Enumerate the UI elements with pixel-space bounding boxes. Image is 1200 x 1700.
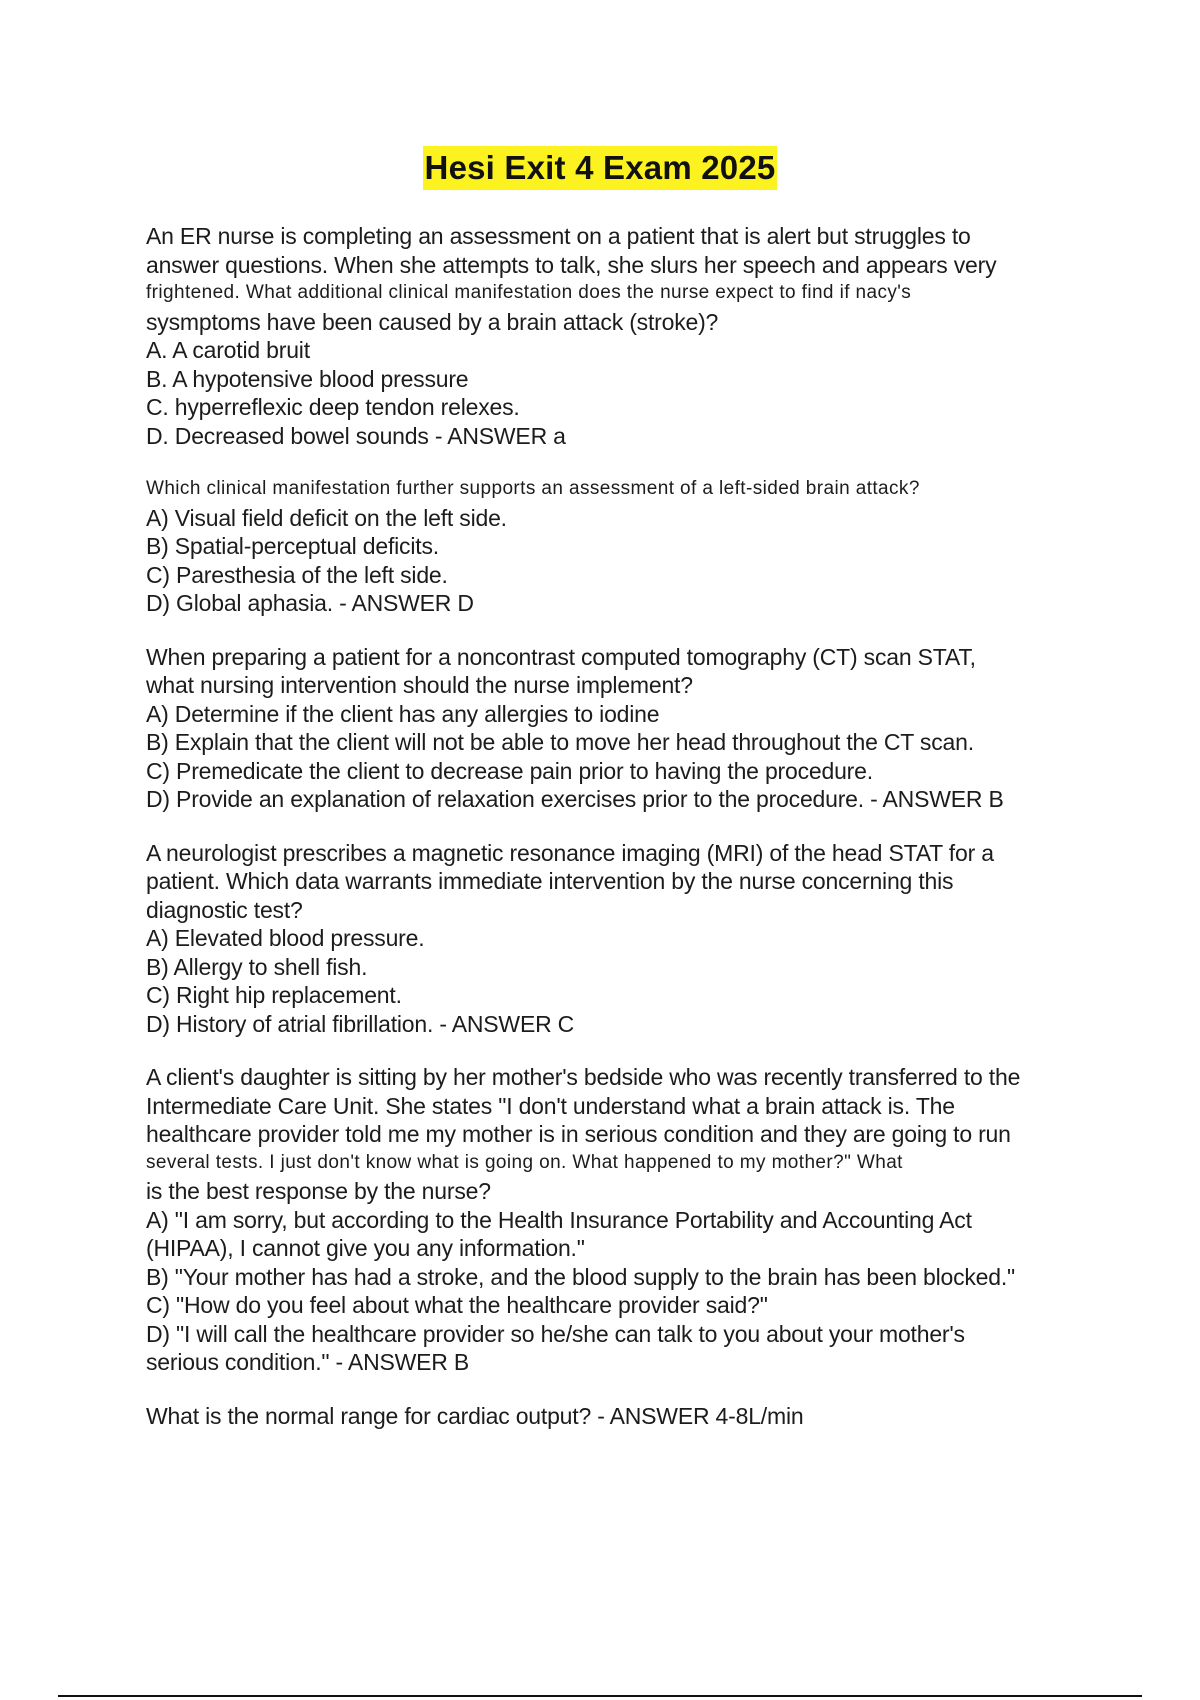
question-text-line: sysmptoms have been caused by a brain attack (stroke)? bbox=[146, 308, 719, 335]
answer-option: (HIPAA), I cannot give you any information." bbox=[146, 1235, 585, 1261]
question-text-line: frightened. What additional clinical manifestation does the nurse expect to find if nacy's bbox=[146, 282, 912, 303]
question-text-line: answer questions. When she attempts to talk, she slurs her speech and appears very bbox=[146, 251, 997, 278]
question-text-line: Intermediate Care Unit. She states "I don't understand what a brain attack is. The bbox=[146, 1092, 955, 1119]
answer-option: B) Explain that the client will not be able to move her head throughout the CT scan. bbox=[146, 729, 974, 755]
answer-option: serious condition." - ANSWER B bbox=[146, 1349, 470, 1375]
answer-option: C) Premedicate the client to decrease pain prior to having the procedure. bbox=[146, 757, 873, 784]
question-block bbox=[146, 839, 1086, 1039]
question-text-line: several tests. I just don't know what is going on. What happened to my mother?" What bbox=[146, 1151, 903, 1173]
question-list bbox=[146, 222, 1086, 1455]
answer-option: D) History of atrial fibrillation. - ANSWER C bbox=[146, 1010, 575, 1037]
answer-option: C) Paresthesia of the left side. bbox=[146, 561, 448, 588]
question-text-line: A neurologist prescribes a magnetic resonance imaging (MRI) of the head STAT for a bbox=[146, 839, 994, 866]
answer-option: D) "I will call the healthcare provider so he/she can talk to you about your mother's bbox=[146, 1320, 965, 1347]
question-block bbox=[146, 475, 1086, 618]
question-text-line: A client's daughter is sitting by her mother's bedside who was recently transferred to the bbox=[146, 1064, 1021, 1090]
answer-option: A) Determine if the client has any allergies to iodine bbox=[146, 700, 660, 727]
answer-option: A) "I am sorry, but according to the Health Insurance Portability and Accounting Act bbox=[146, 1206, 972, 1233]
question-block bbox=[146, 1063, 1086, 1377]
answer-option: A) Visual field deficit on the left side. bbox=[146, 504, 507, 531]
question-text-line: healthcare provider told me my mother is in serious condition and they are going to run bbox=[146, 1121, 1011, 1147]
question-text-line: What is the normal range for cardiac output? - ANSWER 4-8L/min bbox=[146, 1402, 804, 1429]
question-block bbox=[146, 222, 1086, 450]
answer-option: A) Elevated blood pressure. bbox=[146, 925, 425, 951]
question-block bbox=[146, 643, 1086, 814]
question-block bbox=[146, 1402, 1086, 1431]
question-text-line: is the best response by the nurse? bbox=[146, 1178, 491, 1204]
page-title: Hesi Exit 4 Exam 2025 bbox=[423, 146, 778, 190]
answer-option: D. Decreased bowel sounds - ANSWER a bbox=[146, 422, 566, 449]
question-text-line: patient. Which data warrants immediate intervention by the nurse concerning this bbox=[146, 868, 954, 894]
question-text-line: An ER nurse is completing an assessment on a patient that is alert but struggles to bbox=[146, 223, 971, 249]
answer-option: C) "How do you feel about what the healthcare provider said?" bbox=[146, 1292, 768, 1318]
footer-divider bbox=[58, 1695, 1142, 1697]
question-text-line: When preparing a patient for a noncontrast computed tomography (CT) scan STAT, bbox=[146, 643, 976, 670]
answer-option: B) Allergy to shell fish. bbox=[146, 953, 368, 980]
answer-option: D) Global aphasia. - ANSWER D bbox=[146, 590, 474, 616]
question-text-line: Which clinical manifestation further supports an assessment of a left-sided brain attack? bbox=[146, 478, 920, 499]
title-container bbox=[0, 146, 1200, 190]
answer-option: B) Spatial-perceptual deficits. bbox=[146, 533, 439, 559]
answer-option: C. hyperreflexic deep tendon relexes. bbox=[146, 394, 520, 420]
answer-option: B. A hypotensive blood pressure bbox=[146, 365, 469, 392]
answer-option: B) "Your mother has had a stroke, and the blood supply to the brain has been blocked." bbox=[146, 1263, 1016, 1290]
answer-option: C) Right hip replacement. bbox=[146, 982, 402, 1008]
question-text-line: what nursing intervention should the nurse implement? bbox=[146, 672, 693, 698]
question-text-line: diagnostic test? bbox=[146, 896, 303, 923]
answer-option: D) Provide an explanation of relaxation exercises prior to the procedure. - ANSWER B bbox=[146, 786, 1004, 812]
answer-option: A. A carotid bruit bbox=[146, 337, 310, 363]
